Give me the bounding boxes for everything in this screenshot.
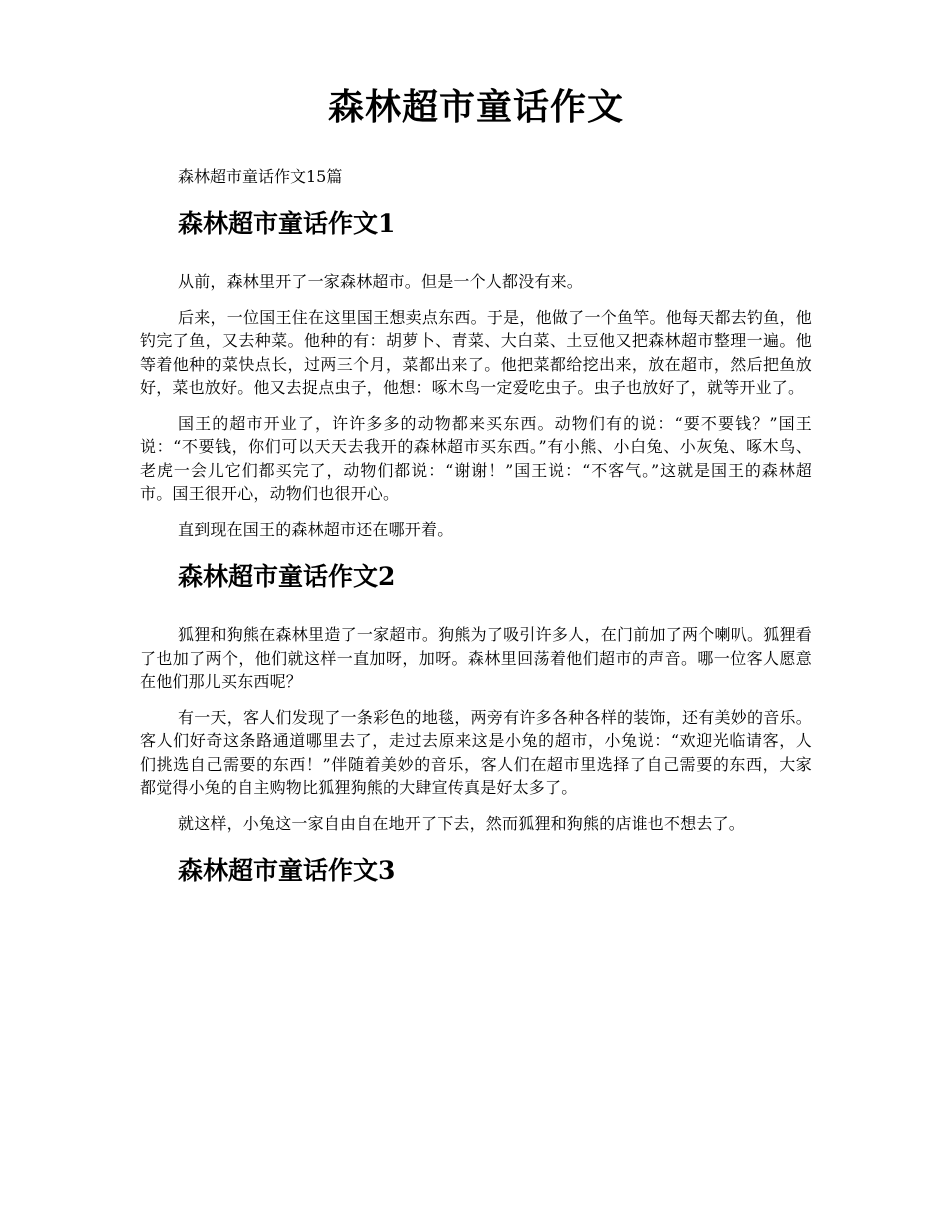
section-3 <box>140 853 812 889</box>
section-heading: 森林超市童话作文1 <box>178 209 396 238</box>
section-body <box>140 270 812 541</box>
section-2 <box>140 559 812 835</box>
paragraph: 后来，一位国王住在这里国王想卖点东西。于是，他做了一个鱼竿。他每天都去钓鱼，他钓完了鱼，又去种菜。他种的有：胡萝卜、青菜、大白菜、土豆他又把森林超市整理一遍。他等着他种的菜快点长，过两三个月，菜都出来了。他把菜都给挖出来，放在超市，然后把鱼放好，菜也放好。他又去捉点虫子，他想：啄木鸟一定爱吃虫子。虫子也放好了，就等开业了。 <box>140 307 812 397</box>
document-subtitle: 森林超市童话作文15篇 <box>178 167 343 186</box>
section-body <box>140 623 812 835</box>
paragraph: 有一天，客人们发现了一条彩色的地毯，两旁有许多各种各样的装饰，还有美妙的音乐。客人们好奇这条路通道哪里去了，走过去原来这是小兔的超市，小兔说：“欢迎光临请客，人们挑选自己需要的东西！”伴随着美妙的音乐，客人们在超市里选择了自己需要的东西，大家都觉得小兔的自主购物比狐狸狗熊的大肆宣传真是好太多了。 <box>140 707 812 797</box>
section-heading: 森林超市童话作文3 <box>178 856 396 885</box>
section-1 <box>140 206 812 541</box>
paragraph: 就这样，小兔这一家自由自在地开了下去，然而狐狸和狗熊的店谁也不想去了。 <box>178 813 746 833</box>
paragraph: 从前，森林里开了一家森林超市。但是一个人都没有来。 <box>178 272 584 291</box>
paragraph: 直到现在国王的森林超市还在哪开着。 <box>178 519 454 539</box>
section-heading: 森林超市童话作文2 <box>178 562 396 591</box>
paragraph: 狐狸和狗熊在森林里造了一家超市。狗熊为了吸引许多人，在门前加了两个喇叭。狐狸看了也加了两个，他们就这样一直加呀，加呀。森林里回荡着他们超市的声音。哪一位客人愿意在他们那儿买东西呢？ <box>140 625 812 691</box>
page-content <box>140 0 812 889</box>
paragraph: 国王的超市开业了，许许多多的动物都来买东西。动物们有的说：“要不要钱？”国王说：“不要钱，你们可以天天去我开的森林超市买东西。”有小熊、小白兔、小灰兔、啄木鸟、老虎一会儿它们都买完了，动物们都说：“谢谢！”国王说：“不客气。”这就是国王的森林超市。国王很开心，动物们也很开心。 <box>140 413 812 503</box>
document-title: 森林超市童话作文 <box>327 86 624 128</box>
